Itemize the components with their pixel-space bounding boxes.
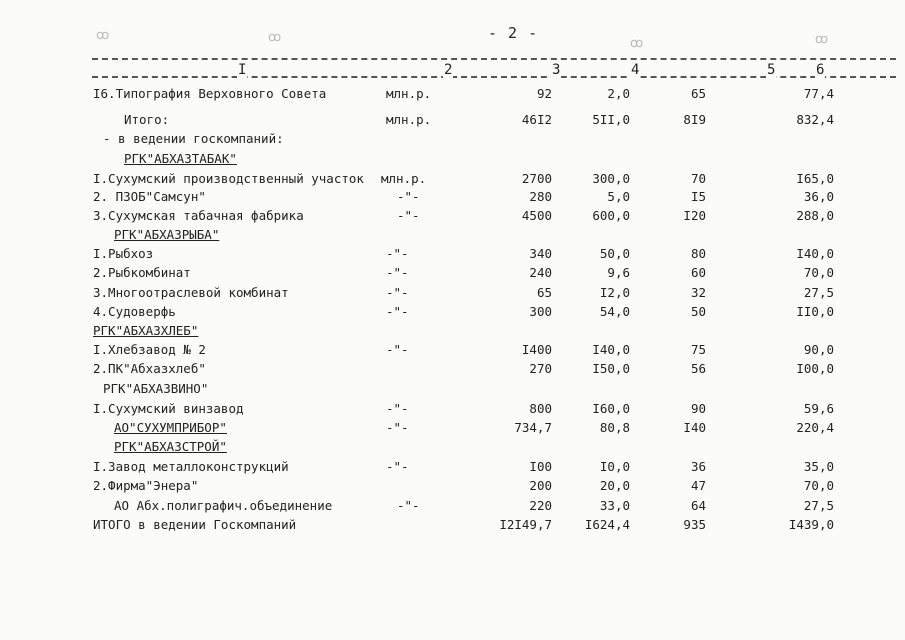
row-col4: I2,0 — [599, 285, 630, 300]
row-col4: 20,0 — [599, 478, 630, 493]
table-row — [0, 303, 905, 321]
row-unit: млн.р. — [386, 86, 432, 101]
table-row — [0, 111, 905, 129]
row-col5: 32 — [690, 285, 706, 300]
row-name: РГК"АБХАЗХЛЕБ" — [93, 323, 199, 338]
row-col3: 240 — [529, 265, 552, 280]
column-number-4: 4 — [631, 62, 640, 78]
row-col6: 832,4 — [796, 112, 834, 127]
table-row — [0, 264, 905, 282]
smudge-mark: ꝏ — [630, 36, 644, 51]
row-col3: 200 — [529, 478, 552, 493]
row-col6: 27,5 — [803, 498, 834, 513]
row-name: 3.Сухумская табачная фабрика — [93, 208, 304, 223]
section-heading — [0, 380, 905, 398]
row-col5: 90 — [690, 401, 706, 416]
row-col5: 47 — [690, 478, 706, 493]
row-col5: 935 — [683, 517, 706, 532]
row-col3: 4500 — [521, 208, 552, 223]
row-name: АО Абх.полиграфич.объединение — [114, 498, 333, 513]
row-col6: 90,0 — [803, 342, 834, 357]
total-row — [0, 516, 905, 534]
row-col6: I00,0 — [796, 361, 834, 376]
row-name: I.Сухумский производственный участок — [93, 171, 364, 186]
row-name: АО"СУХУМПРИБОР" — [114, 420, 227, 435]
row-name: 2. ПЗОБ"Самсун" — [93, 189, 206, 204]
row-col6: 70,0 — [803, 265, 834, 280]
row-unit: -"- — [386, 420, 409, 435]
row-col4: 300,0 — [592, 171, 630, 186]
smudge-mark: ꝏ — [268, 30, 282, 45]
row-col4: 5II,0 — [592, 112, 630, 127]
row-col5: 50 — [690, 304, 706, 319]
row-name: - в ведении госкомпаний: — [103, 131, 284, 146]
row-col4: 54,0 — [599, 304, 630, 319]
row-name: Итого: — [124, 112, 170, 127]
row-col3: 270 — [529, 361, 552, 376]
row-col3: I2I49,7 — [499, 517, 552, 532]
row-col5: 56 — [690, 361, 706, 376]
row-unit: -"- — [397, 189, 420, 204]
row-unit: -"- — [397, 208, 420, 223]
section-subtitle — [0, 130, 905, 148]
row-col5: I20 — [683, 208, 706, 223]
row-col3: 280 — [529, 189, 552, 204]
row-col5: 8I9 — [683, 112, 706, 127]
table-row — [0, 284, 905, 302]
row-name: I.Завод металлоконструкций — [93, 459, 289, 474]
column-number-3: 3 — [552, 62, 561, 78]
row-name: 4.Судоверфь — [93, 304, 176, 319]
row-unit: млн.р. — [381, 171, 427, 186]
row-name: РГК"АБХАЗСТРОЙ" — [114, 439, 227, 454]
row-col3: I00 — [529, 459, 552, 474]
table-row — [0, 188, 905, 206]
row-col4: 50,0 — [599, 246, 630, 261]
row-col6: II0,0 — [796, 304, 834, 319]
page-number: - 2 - — [488, 24, 539, 42]
row-name: ИТОГО в ведении Госкомпаний — [93, 517, 297, 532]
row-col3: 340 — [529, 246, 552, 261]
row-name: 2.ПК"Абхазхлеб" — [93, 361, 206, 376]
row-col5: 75 — [690, 342, 706, 357]
row-col4: 33,0 — [599, 498, 630, 513]
table-row — [0, 458, 905, 476]
section-heading — [0, 438, 905, 456]
table-row — [0, 341, 905, 359]
row-name: РГК"АБХАЗРЫБА" — [114, 227, 220, 242]
row-name: 2.Рыбкомбинат — [93, 265, 191, 280]
row-col5: I5 — [690, 189, 706, 204]
section-heading — [0, 322, 905, 340]
column-number-5: 5 — [767, 62, 776, 78]
row-name: I6.Типография Верховного Совета — [93, 86, 327, 101]
row-col4: I0,0 — [599, 459, 630, 474]
row-col6: 220,4 — [796, 420, 834, 435]
row-col3: 65 — [536, 285, 552, 300]
row-col3: 800 — [529, 401, 552, 416]
row-col4: I50,0 — [592, 361, 630, 376]
row-col6: 59,6 — [803, 401, 834, 416]
row-name: 2.Фирма"Энера" — [93, 478, 199, 493]
row-col3: 92 — [536, 86, 552, 101]
row-col5: 64 — [690, 498, 706, 513]
table-row — [0, 207, 905, 225]
section-heading — [0, 226, 905, 244]
column-number-6: 6 — [816, 62, 825, 78]
row-unit: -"- — [386, 265, 409, 280]
row-unit: -"- — [386, 285, 409, 300]
table-row — [0, 497, 905, 515]
row-unit: -"- — [386, 459, 409, 474]
row-unit: -"- — [386, 246, 409, 261]
row-col6: 27,5 — [803, 285, 834, 300]
row-unit: млн.р. — [386, 112, 432, 127]
row-col5: 70 — [690, 171, 706, 186]
row-unit: -"- — [386, 342, 409, 357]
row-col3: 220 — [529, 498, 552, 513]
table-row — [0, 85, 905, 103]
row-col6: 36,0 — [803, 189, 834, 204]
row-col5: 36 — [690, 459, 706, 474]
row-col5: 80 — [690, 246, 706, 261]
row-col6: I65,0 — [796, 171, 834, 186]
row-col4: 5,0 — [607, 189, 630, 204]
row-col4: 80,8 — [599, 420, 630, 435]
row-name: I.Рыбхоз — [93, 246, 154, 261]
row-col6: I439,0 — [788, 517, 834, 532]
row-col5: 60 — [690, 265, 706, 280]
table-row — [0, 170, 905, 188]
table-row — [0, 245, 905, 263]
row-col3: 734,7 — [514, 420, 552, 435]
row-unit: -"- — [397, 498, 420, 513]
row-col4: 9,6 — [607, 265, 630, 280]
row-col5: 65 — [690, 86, 706, 101]
column-number-2: 2 — [444, 62, 453, 78]
row-col4: I40,0 — [592, 342, 630, 357]
row-col4: 2,0 — [607, 86, 630, 101]
smudge-mark: ꝏ — [815, 32, 829, 47]
row-col5: I40 — [683, 420, 706, 435]
row-name: 3.Многоотраслевой комбинат — [93, 285, 289, 300]
row-col3: 46I2 — [521, 112, 552, 127]
table-row — [0, 360, 905, 378]
row-col6: 35,0 — [803, 459, 834, 474]
row-name: РГК"АБХАЗТАБАК" — [124, 151, 237, 166]
table-row — [0, 400, 905, 418]
table-row — [0, 477, 905, 495]
row-name: I.Сухумский винзавод — [93, 401, 244, 416]
row-col4: 600,0 — [592, 208, 630, 223]
row-name: I.Хлебзавод № 2 — [93, 342, 206, 357]
row-name: РГК"АБХАЗВИНО" — [103, 381, 209, 396]
row-col3: 300 — [529, 304, 552, 319]
row-col6: 70,0 — [803, 478, 834, 493]
row-col6: 77,4 — [803, 86, 834, 101]
header-rule-top — [92, 58, 896, 60]
row-col3: I400 — [521, 342, 552, 357]
smudge-mark: ꝏ — [96, 28, 110, 43]
table-row — [0, 419, 905, 437]
column-number-1: I — [238, 62, 247, 78]
row-col6: I40,0 — [796, 246, 834, 261]
section-heading — [0, 150, 905, 168]
row-unit: -"- — [386, 401, 409, 416]
row-unit: -"- — [386, 304, 409, 319]
row-col4: I624,4 — [584, 517, 630, 532]
row-col3: 2700 — [521, 171, 552, 186]
row-col4: I60,0 — [592, 401, 630, 416]
row-col6: 288,0 — [796, 208, 834, 223]
